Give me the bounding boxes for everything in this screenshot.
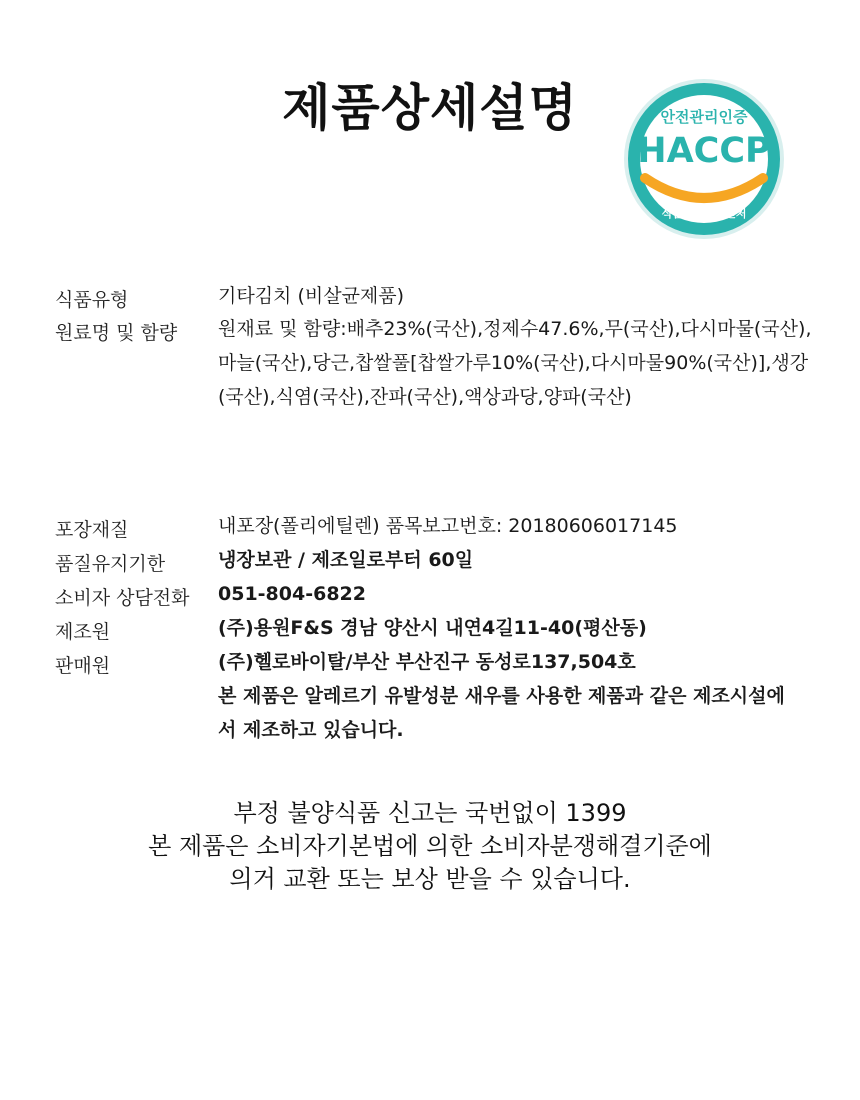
- allergy-notice: [218, 679, 818, 747]
- badge-bottom-text: 식품의약품안전처: [661, 207, 747, 220]
- complaint-notice: [0, 797, 860, 896]
- ingredients-label: 원료명 및 함량: [55, 322, 178, 344]
- allergy-line: 본 제품은 알레르기 유발성분 새우를 사용한 제품과 같은 제조시설에: [218, 685, 785, 707]
- manufacturer-value: (주)용원F&S 경남 양산시 내연4길11-40(평산동): [218, 617, 647, 639]
- ingredients-line: 마늘(국산),당근,찹쌀풀[찹쌀가루10%(국산),다시마물90%(국산)],생강: [218, 352, 809, 374]
- shelf-life-value: 냉장보관 / 제조일로부터 60일: [218, 549, 474, 571]
- packaging-value: 내포장(폴리에틸렌) 품목보고번호: 20180606017145: [218, 515, 678, 537]
- notice-line: 본 제품은 소비자기본법에 의한 소비자분쟁해결기준에: [148, 832, 712, 860]
- food-type-value: 기타김치 (비살균제품): [218, 285, 405, 307]
- ingredients-value: [218, 312, 818, 414]
- consumer-phone-value: 051-804-6822: [218, 583, 366, 605]
- consumer-phone-label: 소비자 상담전화: [55, 587, 190, 609]
- packaging-label: 포장재질: [55, 519, 129, 541]
- notice-line: 부정 불양식품 신고는 국번없이 1399: [233, 799, 627, 827]
- allergy-line: 서 제조하고 있습니다.: [218, 719, 404, 741]
- haccp-badge: [623, 78, 785, 240]
- seller-value: (주)헬로바이탈/부산 부산진구 동성로137,504호: [218, 651, 636, 673]
- notice-line: 의거 교환 또는 보상 받을 수 있습니다.: [229, 865, 631, 893]
- badge-top-text: 안전관리인증: [660, 108, 748, 126]
- seller-label: 판매원: [55, 655, 111, 677]
- ingredients-line: 원재료 및 함량:배추23%(국산),정제수47.6%,무(국산),다시마물(국산),: [218, 318, 812, 340]
- ingredients-line: (국산),식염(국산),잔파(국산),액상과당,양파(국산): [218, 386, 632, 408]
- shelf-life-label: 품질유지기한: [55, 553, 166, 575]
- manufacturer-label: 제조원: [55, 621, 111, 643]
- badge-main-text: HACCP: [637, 131, 771, 171]
- page-title: 제품상세설명: [282, 79, 578, 137]
- food-type-label: 식품유형: [55, 289, 129, 311]
